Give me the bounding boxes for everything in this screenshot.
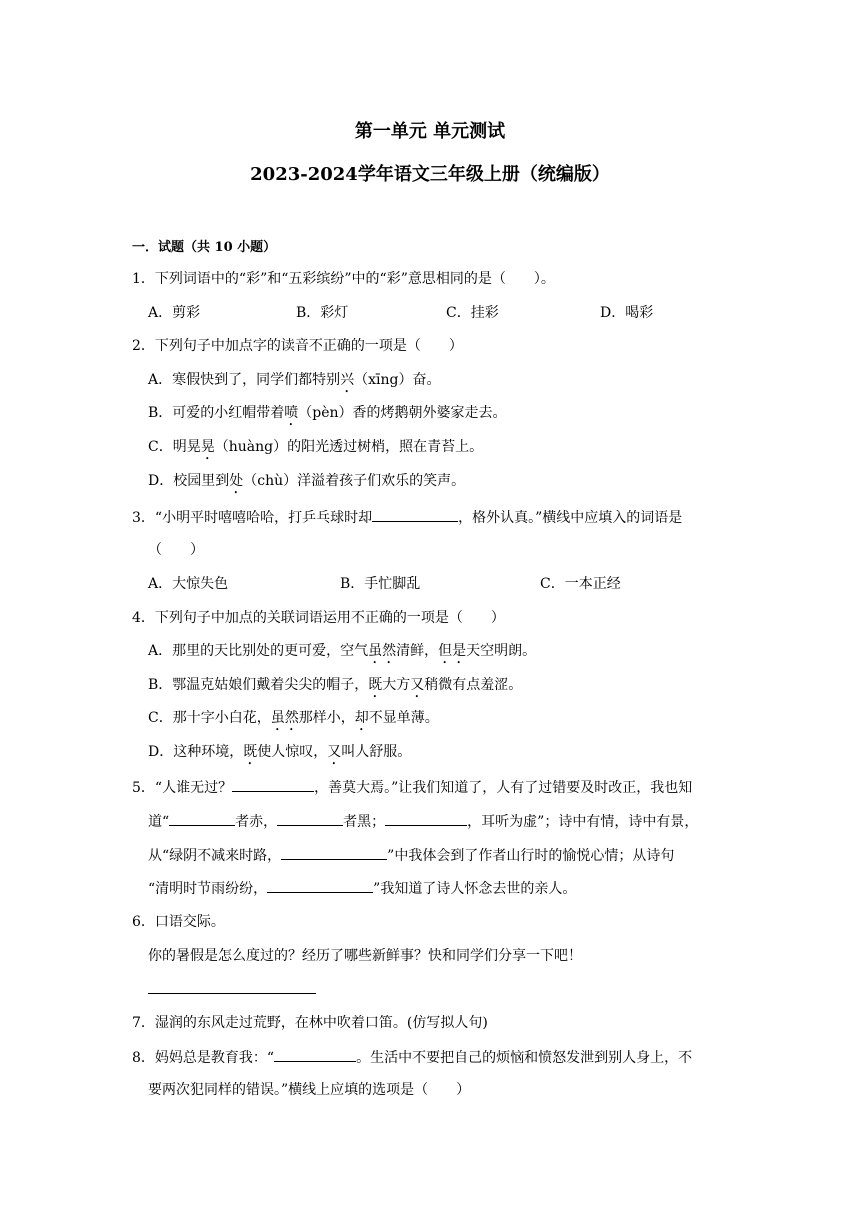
question-5-line-4: “清明时节雨纷纷， ”我知道了诗人怀念去世的亲人。	[148, 878, 576, 899]
question-2-option-d: D．校园里到处（chù）洋溢着孩子们欢乐的笑声。	[148, 473, 466, 489]
question-6-body: 你的暑假是怎么度过的？经历了哪些新鲜事？快和同学们分享一下吧！	[148, 948, 582, 964]
dotted-char: 晃	[200, 439, 215, 455]
section-heading: 一．试题（共 10 小题）	[132, 240, 277, 255]
question-5-line-3: 从“绿阴不减来时路， ”中我体会到了作者山行时的愉悦心情；从诗句	[148, 845, 674, 866]
question-1-stem: 1．下列词语中的“彩”和“五彩缤纷”中的“彩”意思相同的是（ ）。	[132, 271, 555, 287]
question-3-paren: （ ）	[148, 542, 204, 558]
question-2-option-c: C．明晃晃（huàng）的阳光透过树梢，照在青苔上。	[148, 439, 484, 455]
question-4-option-d: D．这种环境，既使人惊叹，又叫人舒服。	[148, 744, 412, 760]
option-a: A．大惊失色	[148, 576, 229, 592]
option-c: C．挂彩	[446, 305, 499, 321]
question-3-options	[148, 574, 708, 594]
answer-line[interactable]	[148, 993, 316, 994]
question-8-line-2: 要两次犯同样的错误。”横线上应填的选项是（ ）	[148, 1082, 471, 1098]
option-d: D．喝彩	[600, 305, 654, 321]
answer-blank[interactable]	[385, 811, 467, 826]
answer-blank[interactable]	[169, 811, 235, 826]
option-b: B．手忙脚乱	[340, 576, 421, 592]
question-7-stem: 7．湿润的东风走过荒野，在林中吹着口笛。(仿写拟人句)	[132, 1015, 488, 1031]
question-5-line-2: 道“ 者赤， 者黑； ，耳听为虚”；诗中有情，诗中有景，	[148, 811, 698, 832]
question-2-stem: 2．下列句子中加点字的读音不正确的一项是（ ）	[132, 338, 463, 354]
question-2-option-b: B．可爱的小红帽带着喷（pèn）香的烤鹅朝外婆家走去。	[148, 405, 507, 421]
question-6-stem: 6．口语交际。	[132, 914, 225, 930]
answer-blank[interactable]	[267, 878, 373, 893]
dotted-char: 处	[229, 473, 244, 489]
question-2-option-a: A．寒假快到了，同学们都特别兴（xīng）奋。	[148, 372, 441, 388]
answer-blank[interactable]	[281, 845, 387, 860]
page-title: 第一单元 单元测试	[354, 121, 506, 142]
question-4-option-a: A．那里的天比别处的更可爱，空气虽然清鲜，但是天空明朗。	[148, 643, 537, 659]
question-4-stem: 4．下列句子中加点的关联词语运用不正确的一项是（ ）	[132, 610, 505, 626]
question-1-options	[148, 303, 708, 323]
question-8-line-1: 8．妈妈总是教育我：“ 。生活中不要把自己的烦恼和愤怒发泄到别人身上，不	[132, 1047, 692, 1068]
dotted-char: 兴	[340, 372, 355, 388]
answer-blank[interactable]	[372, 507, 458, 522]
question-4-option-c: C．那十字小白花，虽然那样小，却不显单薄。	[148, 710, 439, 726]
answer-blank[interactable]	[232, 777, 314, 792]
question-4-option-b: B．鄂温克姑娘们戴着尖尖的帽子，既大方又稍微有点羞涩。	[148, 677, 523, 693]
answer-blank[interactable]	[277, 811, 343, 826]
option-b: B．彩灯	[296, 305, 349, 321]
dotted-char: 喷	[284, 405, 299, 421]
option-a: A．剪彩	[148, 305, 201, 321]
answer-blank[interactable]	[274, 1047, 356, 1062]
page-subtitle: 2023-2024学年语文三年级上册（统编版）	[250, 164, 610, 185]
option-c: C．一本正经	[540, 576, 621, 592]
question-3-stem: 3．“小明平时嘻嘻哈哈，打乒乓球时却 ，格外认真。”横线中应填入的词语是	[132, 507, 682, 528]
question-5-line-1: 5．“人谁无过？ ，善莫大焉。”让我们知道了，人有了过错要及时改正，我也知	[132, 777, 692, 798]
